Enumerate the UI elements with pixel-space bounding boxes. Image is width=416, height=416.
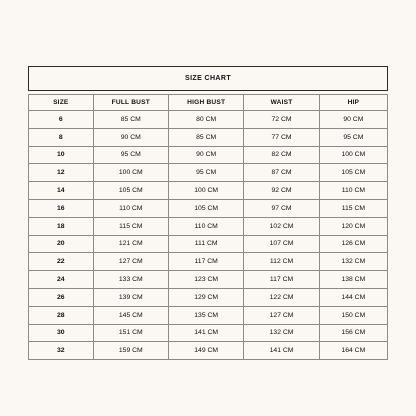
title-row	[29, 67, 388, 91]
cell-waist: 141 CM	[244, 342, 319, 360]
cell-high-bust: 80 CM	[168, 111, 243, 129]
cell-full-bust: 127 CM	[93, 253, 168, 271]
cell-size: 16	[29, 199, 94, 217]
cell-hip: 126 CM	[319, 235, 387, 253]
cell-waist: 112 CM	[244, 253, 319, 271]
table-row	[29, 182, 388, 200]
cell-high-bust: 105 CM	[168, 199, 243, 217]
cell-hip: 100 CM	[319, 146, 387, 164]
cell-full-bust: 145 CM	[93, 306, 168, 324]
cell-high-bust: 129 CM	[168, 288, 243, 306]
cell-waist: 132 CM	[244, 324, 319, 342]
column-header-high-bust: HIGH BUST	[168, 95, 243, 111]
table-row	[29, 324, 388, 342]
cell-hip: 90 CM	[319, 111, 387, 129]
chart-title: SIZE CHART	[29, 67, 388, 91]
table-row	[29, 306, 388, 324]
cell-size: 20	[29, 235, 94, 253]
size-chart-table	[28, 66, 388, 360]
cell-high-bust: 95 CM	[168, 164, 243, 182]
column-header-full-bust: FULL BUST	[93, 95, 168, 111]
cell-high-bust: 117 CM	[168, 253, 243, 271]
table-row	[29, 111, 388, 129]
cell-size: 12	[29, 164, 94, 182]
cell-hip: 95 CM	[319, 128, 387, 146]
table-row	[29, 253, 388, 271]
cell-full-bust: 105 CM	[93, 182, 168, 200]
table-row	[29, 288, 388, 306]
cell-waist: 77 CM	[244, 128, 319, 146]
cell-high-bust: 110 CM	[168, 217, 243, 235]
cell-waist: 72 CM	[244, 111, 319, 129]
cell-size: 14	[29, 182, 94, 200]
cell-full-bust: 100 CM	[93, 164, 168, 182]
cell-high-bust: 135 CM	[168, 306, 243, 324]
cell-hip: 132 CM	[319, 253, 387, 271]
cell-waist: 82 CM	[244, 146, 319, 164]
header-row	[29, 95, 388, 111]
table-row	[29, 235, 388, 253]
cell-full-bust: 85 CM	[93, 111, 168, 129]
cell-waist: 122 CM	[244, 288, 319, 306]
cell-hip: 115 CM	[319, 199, 387, 217]
table-row	[29, 199, 388, 217]
cell-high-bust: 100 CM	[168, 182, 243, 200]
cell-size: 10	[29, 146, 94, 164]
cell-hip: 138 CM	[319, 271, 387, 289]
cell-full-bust: 151 CM	[93, 324, 168, 342]
cell-full-bust: 110 CM	[93, 199, 168, 217]
cell-size: 22	[29, 253, 94, 271]
cell-size: 24	[29, 271, 94, 289]
cell-size: 6	[29, 111, 94, 129]
cell-high-bust: 141 CM	[168, 324, 243, 342]
table-row	[29, 217, 388, 235]
cell-waist: 102 CM	[244, 217, 319, 235]
cell-full-bust: 159 CM	[93, 342, 168, 360]
cell-full-bust: 115 CM	[93, 217, 168, 235]
cell-size: 32	[29, 342, 94, 360]
column-header-hip: HIP	[319, 95, 387, 111]
size-rows	[29, 111, 388, 360]
cell-waist: 92 CM	[244, 182, 319, 200]
table-row	[29, 146, 388, 164]
cell-high-bust: 90 CM	[168, 146, 243, 164]
cell-waist: 107 CM	[244, 235, 319, 253]
cell-hip: 120 CM	[319, 217, 387, 235]
cell-hip: 164 CM	[319, 342, 387, 360]
cell-high-bust: 111 CM	[168, 235, 243, 253]
cell-high-bust: 123 CM	[168, 271, 243, 289]
cell-full-bust: 95 CM	[93, 146, 168, 164]
cell-size: 8	[29, 128, 94, 146]
cell-size: 26	[29, 288, 94, 306]
cell-hip: 144 CM	[319, 288, 387, 306]
table-row	[29, 128, 388, 146]
cell-waist: 117 CM	[244, 271, 319, 289]
cell-size: 28	[29, 306, 94, 324]
cell-full-bust: 90 CM	[93, 128, 168, 146]
cell-waist: 127 CM	[244, 306, 319, 324]
cell-high-bust: 85 CM	[168, 128, 243, 146]
column-header-size: SIZE	[29, 95, 94, 111]
cell-waist: 97 CM	[244, 199, 319, 217]
cell-size: 18	[29, 217, 94, 235]
cell-full-bust: 121 CM	[93, 235, 168, 253]
cell-hip: 156 CM	[319, 324, 387, 342]
table-row	[29, 271, 388, 289]
cell-waist: 87 CM	[244, 164, 319, 182]
table-row	[29, 342, 388, 360]
cell-hip: 150 CM	[319, 306, 387, 324]
cell-hip: 110 CM	[319, 182, 387, 200]
column-header-waist: WAIST	[244, 95, 319, 111]
cell-size: 30	[29, 324, 94, 342]
cell-hip: 105 CM	[319, 164, 387, 182]
table-row	[29, 164, 388, 182]
cell-full-bust: 139 CM	[93, 288, 168, 306]
cell-high-bust: 149 CM	[168, 342, 243, 360]
cell-full-bust: 133 CM	[93, 271, 168, 289]
